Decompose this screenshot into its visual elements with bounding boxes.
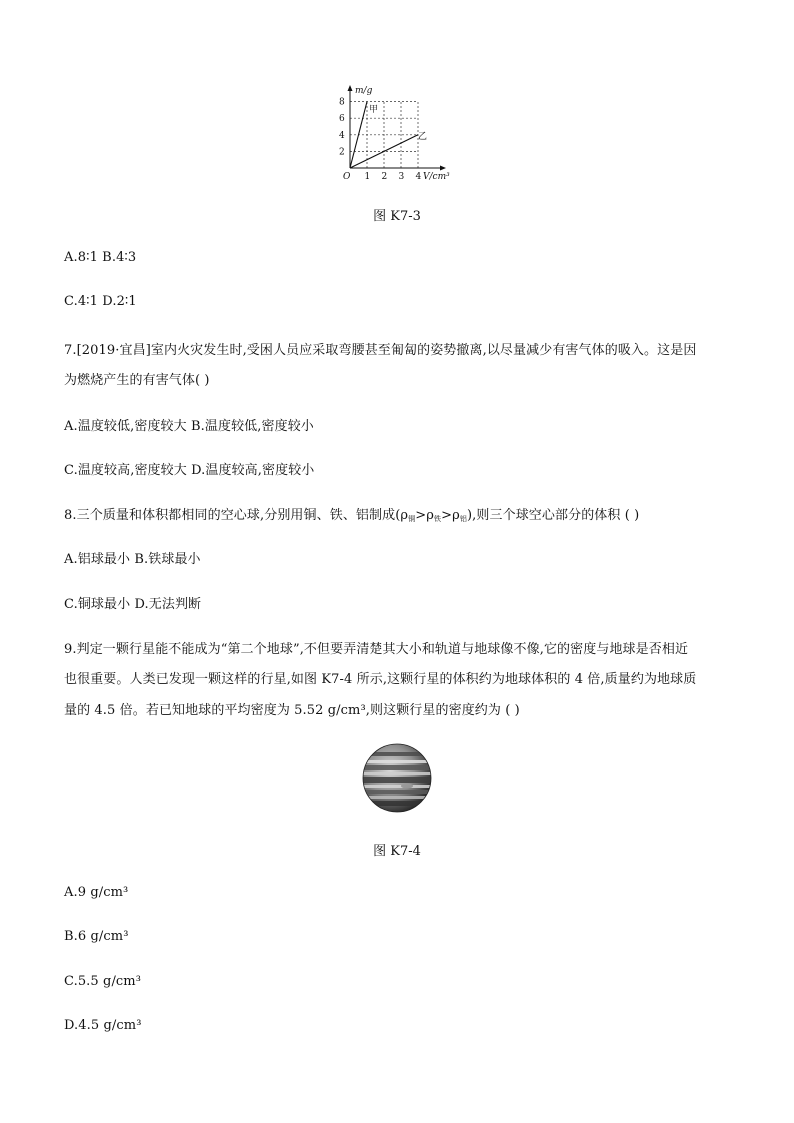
x-axis-arrow (440, 166, 446, 171)
y-tick-label: 4 (339, 130, 345, 141)
q9-option-c: C.5.5 g/cm³ (64, 974, 142, 989)
y-tick-label: 8 (339, 97, 345, 108)
x-tick-label: 4 (415, 172, 422, 182)
q8-stem-after: ),则三个球空心部分的体积 ( ) (466, 508, 640, 523)
q8-stem (64, 504, 639, 524)
q9-option-a: A.9 g/cm³ (64, 885, 129, 900)
q9-stem-line-1: 9.判定一颗行星能不能成为“第二个地球”,不但要弄清楚其大小和轨道与地球像不像,它的密度与地球是否相近 (64, 642, 689, 657)
x-tick-label: 1 (364, 172, 371, 182)
y-tick-label: 6 (339, 114, 345, 125)
q8-options-row-2: C.铜球最小 D.无法判断 (64, 597, 202, 612)
q9-stem-line-3: 量的 4.5 倍。若已知地球的平均密度为 5.52 g/cm³,则这颗行星的密度约为 ( ) (64, 703, 520, 718)
q8-gt-2: >ρ (441, 508, 460, 523)
line-jia-label: 甲 (369, 105, 379, 115)
planet-image (361, 742, 433, 814)
x-axis-label: V/cm³ (423, 172, 450, 182)
figure-k7-3-caption: 图 K7-3 (373, 209, 421, 224)
mass-volume-graph (333, 82, 463, 184)
q6-options-row-1: A.8∶1 B.4∶3 (64, 250, 137, 265)
x-tick-label: 2 (381, 172, 388, 182)
q8-stem-before: 8.三个质量和体积都相同的空心球,分别用铜、铁、铝制成(ρ (64, 508, 409, 523)
q7-stem-line-1: 7.[2019·宜昌]室内火灾发生时,受困人员应采取弯腰甚至匍匐的姿势撤离,以尽量减少有害气体的吸入。这是因 (64, 343, 697, 358)
y-axis-label: m/g (355, 86, 373, 96)
q8-sub-aluminum: 铝 (459, 515, 467, 523)
y-axis-arrow (348, 85, 353, 91)
q8-gt-1: >ρ (415, 508, 435, 523)
figure-k7-4-caption: 图 K7-4 (373, 844, 421, 859)
series-line-jia (350, 102, 367, 168)
y-tick-label: 2 (339, 147, 345, 158)
origin-label: O (343, 172, 351, 182)
line-yi-label: 乙 (418, 132, 428, 142)
q9-option-d: D.4.5 g/cm³ (64, 1018, 142, 1033)
x-tick-label: 3 (398, 172, 405, 182)
q9-option-b: B.6 g/cm³ (64, 929, 129, 944)
q8-sub-copper: 铜 (408, 515, 416, 523)
q7-options-row-1: A.温度较低,密度较大 B.温度较低,密度较小 (64, 419, 314, 434)
q6-options-row-2: C.4∶1 D.2∶1 (64, 294, 137, 309)
q8-options-row-1: A.铝球最小 B.铁球最小 (64, 552, 201, 567)
q7-stem-line-2: 为燃烧产生的有害气体( ) (64, 373, 210, 388)
q8-sub-iron: 铁 (434, 515, 442, 523)
q9-stem-line-2: 也很重要。人类已发现一颗这样的行星,如图 K7-4 所示,这颗行星的体积约为地球体积的 4 倍,质量约为地球质 (64, 672, 697, 687)
q7-options-row-2: C.温度较高,密度较大 D.温度较高,密度较小 (64, 463, 315, 478)
graph-tick-labels (339, 98, 422, 182)
graph-grid (350, 102, 418, 168)
